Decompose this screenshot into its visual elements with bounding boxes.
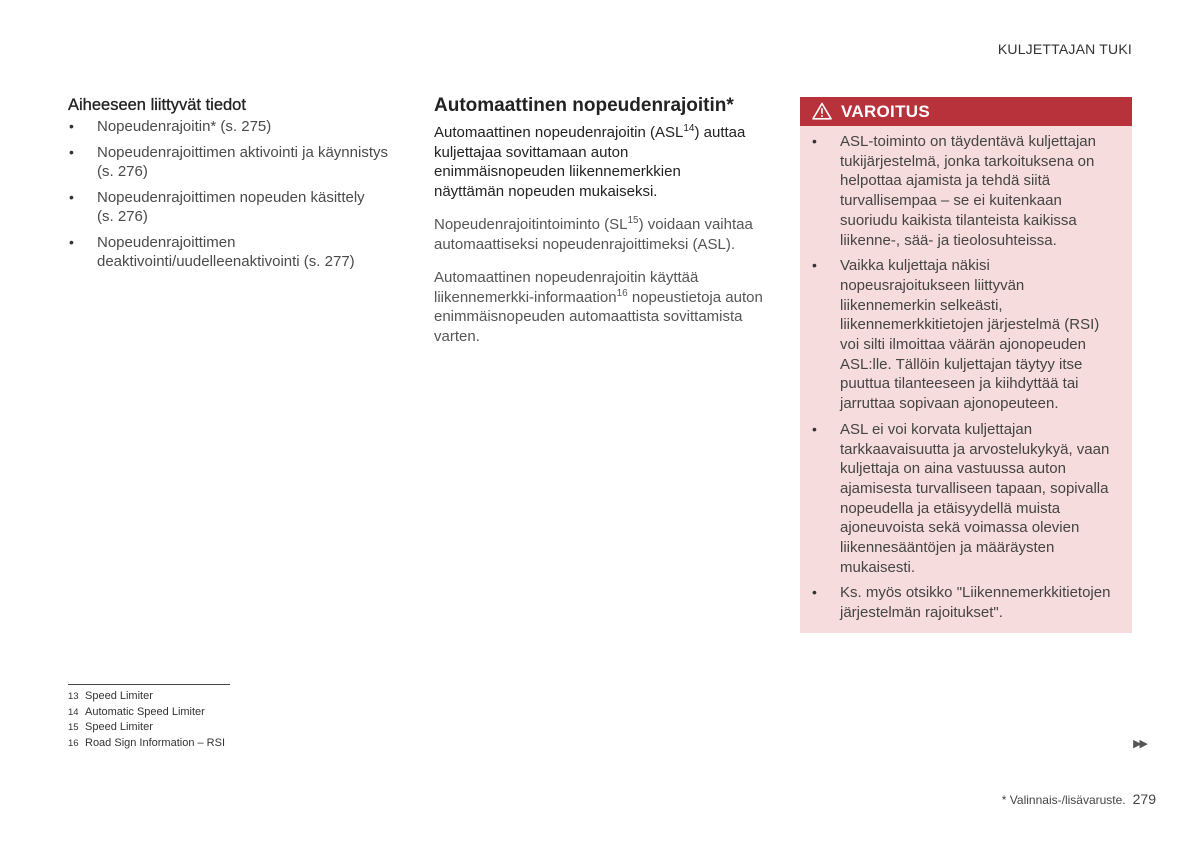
p2-text-b: ) voidaan vaihtaa automaattiseksi nopeudenrajoittimeksi (ASL). [434, 216, 753, 253]
article-title: Automaattinen nopeudenrajoitin* [434, 95, 734, 116]
footnote-text: Speed Limiter [85, 690, 153, 702]
page-number: 279 [1132, 791, 1156, 807]
related-item[interactable]: • Nopeudenrajoittimen nopeuden käsittely (s. 276) [68, 188, 398, 227]
warning-list [812, 132, 1120, 623]
footnote-number: 16 [68, 737, 79, 749]
related-item[interactable]: • Nopeudenrajoittimen aktivointi ja käynnistys (s. 276) [68, 143, 398, 182]
footnote-text: Automatic Speed Limiter [85, 705, 205, 718]
footnotes [68, 684, 230, 751]
warning-triangle-icon [812, 102, 832, 125]
p3-text-a: Automaattinen nopeudenrajoitin käyttää liikennemerkki-informaation [434, 269, 699, 306]
warning-box [800, 97, 1132, 633]
footnote-ref-15: 15 [627, 215, 639, 226]
lead-paragraph [434, 123, 769, 201]
footnote [68, 720, 230, 736]
footnote [68, 689, 230, 705]
warning-item: • ASL-toiminto on täydentävä kuljettajan tukijärjestelmä, jonka tarkoituksena on helpottaa ajamista ja tehdä siitä turvallisempaa – se ei kuitenkaan suoriudu kaikista tilanteista kaikissa liikenne-, sää- ja tieolosuhteissa. [812, 132, 1120, 250]
footnote-ref-14: 14 [683, 123, 695, 134]
footnote [68, 705, 230, 721]
warning-header [800, 97, 1132, 126]
lead-text-b: ) auttaa kuljettajaa sovittamaan auton enimmäisnopeuden liikennemerkkien näyttämän nopeuden mukaiseksi. [434, 124, 746, 200]
optional-equipment-note: * Valinnais-/lisävaruste. [1001, 793, 1126, 807]
lead-text-a: Automaattinen nopeudenrajoitin (ASL [434, 124, 684, 141]
section-header: KULJETTAJAN TUKI [997, 41, 1132, 57]
p3-text-b: nopeustietoja auton enimmäisnopeuden automaattista sovittamista varten. [434, 288, 763, 345]
related-info-section [68, 95, 398, 278]
footnote-text: Road Sign Information – RSI [85, 736, 226, 749]
footnote-ref-16: 16 [616, 287, 628, 299]
page-footer [1002, 791, 1156, 807]
related-item[interactable]: • Nopeudenrajoittimen deaktivointi/uudelleenaktivointi (s. 277) [68, 233, 398, 272]
warning-title: VAROITUS [841, 102, 930, 121]
p2-text-a: Nopeudenrajoitintoiminto (SL [434, 216, 628, 233]
footnote [68, 736, 230, 752]
warning-item: • Vaikka kuljettaja näkisi nopeusrajoitukseen liittyvän liikennemerkin selkeästi, liikennemerkkitietojen järjestelmä (RSI) voi silti ilmoittaa väärän ajonopeuden ASL:lle. Tällöin kuljettajan täytyy itse puuttua tilanteeseen ja kiihdyttää tai jarruttaa sopivaan ajonopeuteen. [812, 256, 1120, 414]
related-heading: Aiheeseen liittyvät tiedot [68, 96, 246, 114]
warning-item: • Ks. myös otsikko "Liikennemerkkitietojen järjestelmän rajoitukset". [812, 583, 1120, 622]
footnote-number: 15 [68, 722, 79, 733]
body-paragraph-2 [434, 215, 769, 254]
related-item[interactable]: • Nopeudenrajoitin* (s. 275) [68, 117, 398, 137]
main-article [434, 95, 769, 360]
footnote-number: 13 [68, 691, 79, 702]
warning-body [800, 126, 1132, 633]
double-arrow-right-icon[interactable]: ▶▶ [1133, 738, 1146, 750]
footnote-number: 14 [68, 706, 79, 718]
warning-item: • ASL ei voi korvata kuljettajan tarkkaavaisuutta ja arvostelukykyä, vaan kuljettaja on aina vastuussa auton ajamisesta turvalliseen tapaan, sopivalla nopeudella ja etäisyydellä muista ajoneuvoista sekä voimassa olevien liikennesääntöjen ja määräysten mukaisesti. [812, 420, 1120, 578]
footnote-text: Speed Limiter [85, 721, 153, 733]
body-paragraph-3 [434, 268, 769, 346]
related-list [68, 117, 398, 272]
